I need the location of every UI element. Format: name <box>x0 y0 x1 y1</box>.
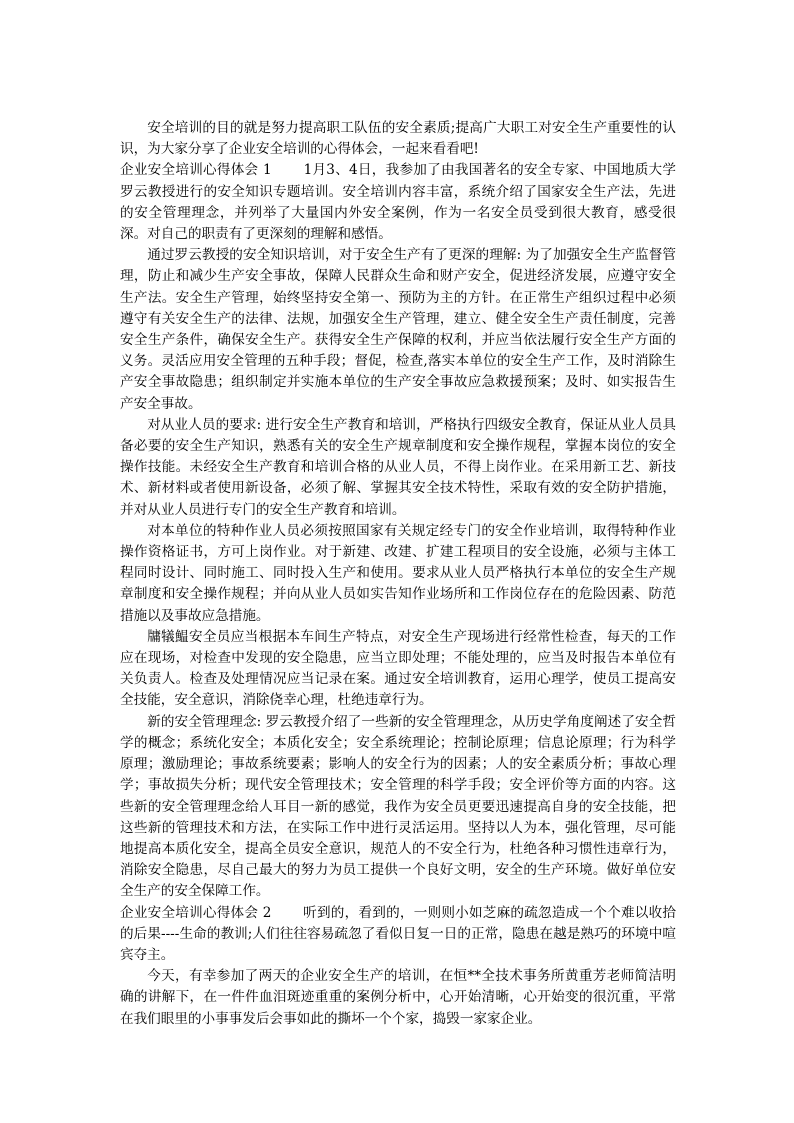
section1-paragraph: 对从业人员的要求: 进行安全生产教育和培训，严格执行四级安全教育，保证从业人员具备必要的安全生产知识，熟悉有关的安全生产规章制度和安全操作规程，掌握本岗位的安全操作技能。未经安全生产教育和培训合格的从业人员，不得上岗作业。在采用新工艺、新技术、新材料或者使用新设备，必须了解、掌握其安全技术特性，采取有效的安全防护措施，并对从业人员进行专门的安全生产教育和培训。 <box>120 416 676 518</box>
section2-lead-text: 听到的，看到的，一则则小如芝麻的疏忽造成一个个难以收拾的后果----生命的教训;人们往往容易疏忽了看似日复一日的正常，隐患在越是熟巧的环境中喧宾夺主。 <box>120 904 676 963</box>
section1-heading-gap <box>272 162 304 178</box>
section1-paragraph: 对本单位的特种作业人员必须按照国家有关规定经专门的安全作业培训，取得特种作业操作资格证书，方可上岗作业。对于新建、改建、扩建工程项目的安全设施，必须与主体工程同时设计、同时施工、同时投入生产和使用。要求从业人员严格执行本单位的安全生产规章制度和安全操作规程；并向从业人员如实告知作业场所和工作岗位存在的危险因素、防范措施以及事故应急措施。 <box>120 522 676 624</box>
section1-paragraph: 通过罗云教授的安全知识培训，对于安全生产有了更深的理解: 为了加强安全生产监督管理，防止和减少生产安全事故，保障人民群众生命和财产安全，促进经济发展，应遵守安全生产法。安全生产管理，始终坚持安全第一、预防为主的方针。在正常生产组织过程中必须遵守有关安全生产的法律、法规，加强安全生产管理，建立、健全安全生产责任制度，完善安全生产条件，确保安全生产。获得安全生产保障的权利，并应当依法履行安全生产方面的义务。灵活应用安全管理的五种手段；督促，检查,落实本单位的安全生产工作，及时消除生产安全事故隐患；组织制定并实施本单位的生产安全事故应急救援预案；及时、如实报告生产安全事故。 <box>120 247 676 412</box>
section1-paragraph: 牗犠鰛安全员应当根据本车间生产特点，对安全生产现场进行经常性检查，每天的工作应在现场，对检查中发现的安全隐患，应当立即处理；不能处理的，应当及时报告本单位有关负责人。检查及处理情况应当记录在案。通过安全培训教育，运用心理学，使员工提高安全技能，安全意识，消除侥幸心理，杜绝违章行为。 <box>120 628 676 709</box>
section1-heading: 企业安全培训心得体会 1 <box>120 162 272 179</box>
section2-paragraph: 今天，有幸参加了两天的企业安全生产的培训，在恒**全技术事务所黄重芳老师简洁明确的讲解下，在一件件血泪斑迹重重的案例分析中，心开始清晰，心开始变的很沉重，平常在我们眼里的小事事发后会事如此的撕坏一个个家，捣毁一家家企业。 <box>120 968 676 1027</box>
section1-lead-text: 1月3、4日，我参加了由我国著名的安全专家、中国地质大学罗云教授进行的安全知识专题培训。安全培训内容丰富，系统介绍了国家安全生产法，先进的安全管理理念，并列举了大量国内外安全案例，作为一名安全员受到很大教育，感受很深。对自己的职责有了更深刻的理解和感悟。 <box>120 162 676 243</box>
document-page <box>120 118 676 1030</box>
section2-heading: 企业安全培训心得体会 2 <box>120 904 272 921</box>
section1-paragraph: 新的安全管理理念: 罗云教授介绍了一些新的安全管理理念，从历史学角度阐述了安全哲学的概念；系统化安全；本质化安全；安全系统理论；控制论原理；信息论原理；行为科学原理；激励理论；事故系统要素；影响人的安全行为的因素；人的安全素质分析；事故心理学；事故损失分析；现代安全管理技术；安全管理的科学手段；安全评价等方面的内容。这些新的安全管理理念给人耳目一新的感觉，我作为安全员更要迅速提高自身的安全技能，把这些新的管理技术和方法，在实际工作中进行灵活运用。坚持以人为本，强化管理，尽可能地提高本质化安全，提高全员安全意识，规范人的不安全行为，杜绝各种习惯性违章行为，消除安全隐患，尽自己最大的努力为员工提供一个良好文明，安全的生产环境。做好单位安全生产的安全保障工作。 <box>120 713 676 900</box>
section2-heading-gap <box>271 905 303 921</box>
section1-lead-paragraph <box>120 160 676 245</box>
intro-paragraph: 安全培训的目的就是努力提高职工队伍的安全素质;提高广大职工对安全生产重要性的认识，为大家分享了企业安全培训的心得体会，一起来看看吧! <box>120 120 676 158</box>
section2-lead-paragraph <box>120 903 676 967</box>
